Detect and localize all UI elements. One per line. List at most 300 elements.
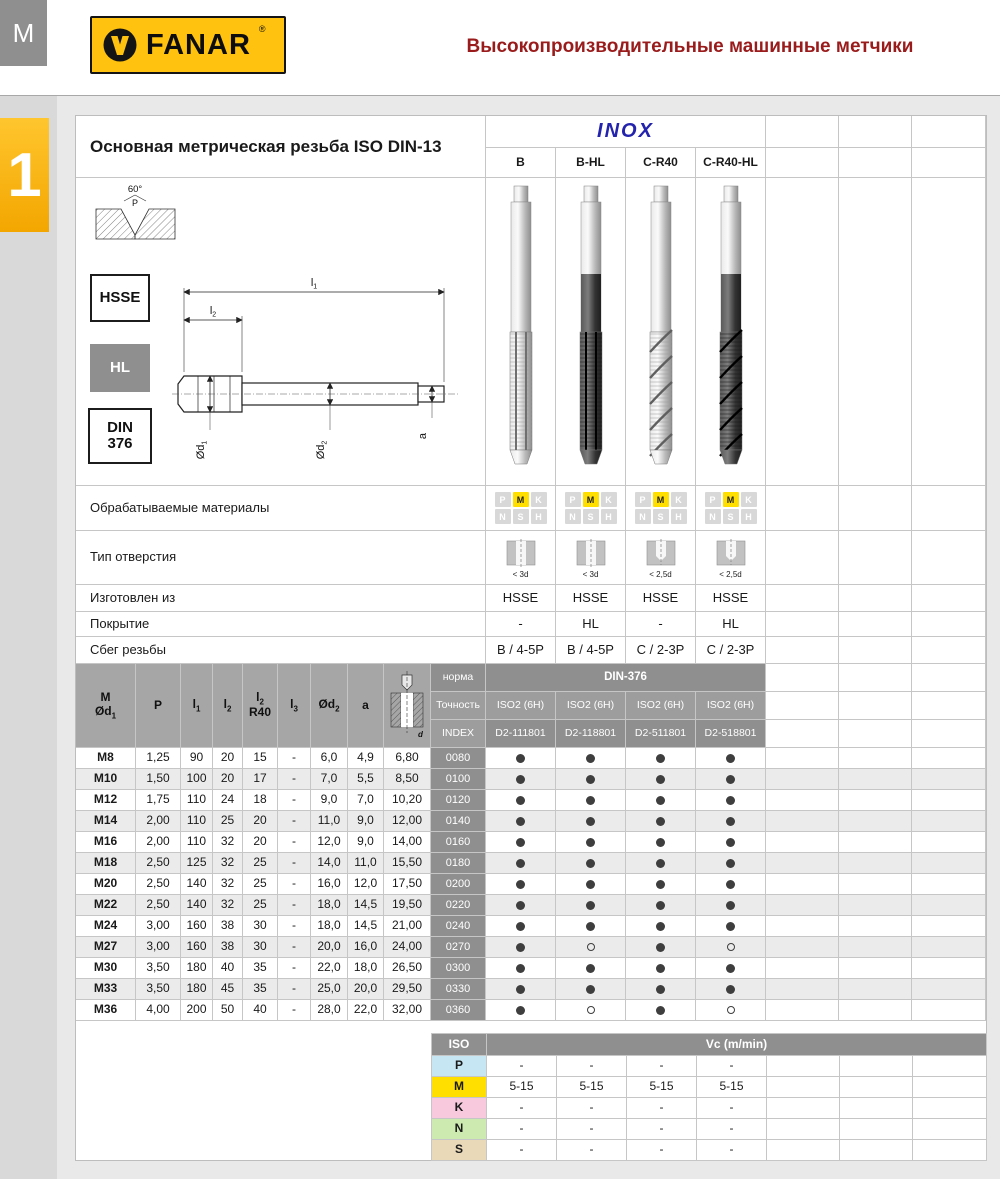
iso-group-K: K	[432, 1098, 487, 1119]
available-dot	[586, 817, 595, 826]
empty-cell	[840, 1056, 913, 1077]
vc-value: -	[487, 1140, 557, 1161]
value-cell: 160	[181, 916, 213, 937]
material-H: H	[531, 509, 547, 524]
availability-cell	[626, 916, 696, 937]
available-dot	[726, 901, 735, 910]
vc-value: 5-15	[697, 1077, 767, 1098]
available-dot	[656, 859, 665, 868]
registered-trademark: ®	[258, 24, 266, 34]
svg-text:60°: 60°	[127, 184, 143, 195]
available-dot	[586, 880, 595, 889]
available-dot	[586, 964, 595, 973]
availability-cell	[556, 874, 626, 895]
availability-cell	[696, 937, 766, 958]
available-dot	[726, 859, 735, 868]
value-cell: 160	[181, 937, 213, 958]
value-cell: 14,0	[311, 853, 348, 874]
availability-cell	[696, 769, 766, 790]
svg-text:Ød2: $Ød_2$	[315, 440, 329, 460]
index-cell: 0080	[431, 748, 486, 769]
available-dot	[586, 922, 595, 931]
empty-cell	[913, 1140, 987, 1161]
empty-cell	[840, 1077, 913, 1098]
materials-grid-cell	[696, 486, 766, 531]
value-cell: 15,50	[384, 853, 431, 874]
on-request-ring	[587, 1006, 595, 1014]
precision-label: Точность	[431, 692, 486, 720]
empty-cell	[913, 1119, 987, 1140]
empty-cell	[839, 916, 912, 937]
left-margin-strip	[0, 96, 57, 1179]
availability-cell	[556, 790, 626, 811]
spec-row-made	[76, 585, 986, 612]
size-cell: M27	[76, 937, 136, 958]
precision-value: ISO2 (6H)	[626, 692, 696, 720]
value-cell: -	[278, 748, 311, 769]
empty-cell	[766, 612, 839, 637]
value-cell: 100	[181, 769, 213, 790]
spec-row-materials	[76, 486, 986, 531]
value-cell: -	[278, 811, 311, 832]
value-cell: 30	[243, 916, 278, 937]
value-cell: 2,50	[136, 895, 181, 916]
value-cell: 11,0	[311, 811, 348, 832]
product-column-header-C-R40-HL: C-R40-HL	[696, 148, 766, 178]
empty-cell	[913, 1077, 987, 1098]
available-dot	[726, 754, 735, 763]
empty-cell	[766, 937, 839, 958]
empty-cell	[766, 692, 839, 720]
empty-cell	[912, 531, 986, 585]
availability-cell	[556, 958, 626, 979]
availability-cell	[696, 748, 766, 769]
value-cell: 200	[181, 1000, 213, 1021]
value-cell: -	[278, 769, 311, 790]
value-cell: 6,0	[311, 748, 348, 769]
empty-cell	[839, 720, 912, 748]
value-cell: 20	[243, 811, 278, 832]
value-cell: 140	[181, 874, 213, 895]
vc-value: -	[697, 1140, 767, 1161]
availability-cell	[626, 790, 696, 811]
material-group-grid	[565, 492, 617, 524]
value-cell: 20	[243, 832, 278, 853]
size-cell: M14	[76, 811, 136, 832]
availability-cell	[696, 958, 766, 979]
available-dot	[586, 754, 595, 763]
empty-cell	[766, 178, 839, 486]
col-header-7: a	[348, 664, 384, 748]
vc-value: -	[557, 1056, 627, 1077]
vc-value: -	[487, 1119, 557, 1140]
vc-value: -	[697, 1098, 767, 1119]
spec-value: HSSE	[556, 585, 626, 612]
availability-cell	[626, 874, 696, 895]
empty-cell	[912, 853, 986, 874]
index-cell: 0160	[431, 832, 486, 853]
svg-text:Ød1: $Ød_1$	[195, 440, 209, 460]
brand-logo	[90, 16, 286, 74]
empty-cell	[839, 692, 912, 720]
value-cell: 22,0	[311, 958, 348, 979]
product-column-header-B-HL: B-HL	[556, 148, 626, 178]
vc-value: -	[557, 1098, 627, 1119]
value-cell: 21,00	[384, 916, 431, 937]
availability-cell	[486, 979, 556, 1000]
value-cell: 24,00	[384, 937, 431, 958]
value-cell: 90	[181, 748, 213, 769]
empty-cell	[767, 1098, 840, 1119]
material-N: N	[705, 509, 721, 524]
value-cell: 32	[213, 853, 243, 874]
value-cell: 16,0	[348, 937, 384, 958]
availability-cell	[696, 979, 766, 1000]
hl-badge: HL	[90, 344, 150, 392]
empty-cell	[912, 585, 986, 612]
size-cell: M33	[76, 979, 136, 1000]
empty-cell	[767, 1119, 840, 1140]
spec-row-chamfer	[76, 637, 986, 664]
availability-cell	[696, 895, 766, 916]
availability-cell	[696, 916, 766, 937]
size-cell: M16	[76, 832, 136, 853]
availability-cell	[556, 1000, 626, 1021]
iso-group-M: M	[432, 1077, 487, 1098]
index-cell: 0360	[431, 1000, 486, 1021]
empty-cell	[766, 585, 839, 612]
value-cell: 5,5	[348, 769, 384, 790]
empty-cell	[912, 937, 986, 958]
availability-cell	[626, 895, 696, 916]
material-S: S	[723, 509, 739, 524]
available-dot	[656, 880, 665, 889]
value-cell: -	[278, 937, 311, 958]
value-cell: -	[278, 979, 311, 1000]
empty-cell	[912, 664, 986, 692]
available-dot	[516, 922, 525, 931]
material-H: H	[601, 509, 617, 524]
material-K: K	[741, 492, 757, 507]
available-dot	[516, 775, 525, 784]
empty-cell	[839, 895, 912, 916]
vc-value: 5-15	[487, 1077, 557, 1098]
value-cell: 180	[181, 958, 213, 979]
spec-value: HL	[556, 612, 626, 637]
empty-cell	[839, 116, 912, 148]
value-cell: 32	[213, 895, 243, 916]
availability-cell	[486, 958, 556, 979]
section-heading: Основная метрическая резьба ISO DIN-13	[76, 116, 486, 178]
cutting-speed-table	[431, 1033, 987, 1161]
series-label: INOX	[486, 116, 766, 148]
value-cell: 12,0	[348, 874, 384, 895]
index-cell: 0180	[431, 853, 486, 874]
col-header-2: $l_1$	[181, 664, 213, 748]
iso-group-N: N	[432, 1119, 487, 1140]
value-cell: 7,0	[311, 769, 348, 790]
empty-cell	[912, 637, 986, 664]
available-dot	[726, 964, 735, 973]
empty-cell	[912, 612, 986, 637]
empty-cell	[766, 531, 839, 585]
available-dot	[516, 817, 525, 826]
empty-cell	[839, 874, 912, 895]
empty-cell	[839, 531, 912, 585]
material-S: S	[653, 509, 669, 524]
value-cell: -	[278, 895, 311, 916]
index-cell: 0240	[431, 916, 486, 937]
product-image-band	[76, 178, 986, 486]
empty-cell	[766, 874, 839, 895]
precision-value: ISO2 (6H)	[556, 692, 626, 720]
value-cell: 2,50	[136, 874, 181, 895]
material-K: K	[531, 492, 547, 507]
empty-cell	[912, 486, 986, 531]
hole-depth-caption: < 2,5d	[649, 570, 672, 579]
availability-cell	[486, 895, 556, 916]
empty-cell	[839, 612, 912, 637]
value-cell: 38	[213, 937, 243, 958]
value-cell: 35	[243, 958, 278, 979]
value-cell: 3,00	[136, 937, 181, 958]
value-cell: 17	[243, 769, 278, 790]
value-cell: 26,50	[384, 958, 431, 979]
available-dot	[656, 838, 665, 847]
vc-value: -	[627, 1098, 697, 1119]
empty-cell	[766, 116, 839, 148]
spec-row-label-chamfer: Сбег резьбы	[76, 637, 486, 664]
value-cell: 25	[243, 895, 278, 916]
available-dot	[656, 796, 665, 805]
chapter-number-badge: 1	[0, 118, 49, 232]
empty-cell	[912, 874, 986, 895]
availability-cell	[486, 937, 556, 958]
value-cell: 1,25	[136, 748, 181, 769]
vc-value: 5-15	[627, 1077, 697, 1098]
empty-cell	[912, 148, 986, 178]
index-value: D2-518801	[696, 720, 766, 748]
norm-label: норма	[431, 664, 486, 692]
hole-type-icon	[626, 531, 696, 585]
empty-cell	[912, 958, 986, 979]
empty-cell	[766, 853, 839, 874]
hsse-badge: HSSE	[90, 274, 150, 322]
empty-cell	[912, 811, 986, 832]
available-dot	[586, 859, 595, 868]
empty-cell	[766, 832, 839, 853]
available-dot	[586, 985, 595, 994]
material-P: P	[635, 492, 651, 507]
available-dot	[656, 775, 665, 784]
value-cell: 6,80	[384, 748, 431, 769]
index-value: D2-118801	[556, 720, 626, 748]
value-cell: 2,50	[136, 853, 181, 874]
svg-text:a: a	[417, 432, 429, 440]
value-cell: 25	[213, 811, 243, 832]
empty-cell	[912, 116, 986, 148]
index-cell: 0270	[431, 937, 486, 958]
iso-corner-label: ISO	[432, 1034, 487, 1056]
svg-text:P: P	[131, 198, 139, 208]
index-cell: 0220	[431, 895, 486, 916]
value-cell: 20	[213, 769, 243, 790]
precision-value: ISO2 (6H)	[486, 692, 556, 720]
value-cell: -	[278, 1000, 311, 1021]
drill-hole-diagram	[384, 664, 431, 748]
availability-cell	[556, 811, 626, 832]
material-S: S	[583, 509, 599, 524]
value-cell: 22,0	[348, 1000, 384, 1021]
available-dot	[656, 1006, 665, 1015]
vc-value: -	[697, 1119, 767, 1140]
available-dot	[726, 817, 735, 826]
hole-depth-caption: < 3d	[512, 570, 529, 579]
vc-value: -	[557, 1140, 627, 1161]
col-header-5: $l_3$	[278, 664, 311, 748]
spec-value: HSSE	[626, 585, 696, 612]
availability-cell	[486, 1000, 556, 1021]
available-dot	[516, 1006, 525, 1015]
value-cell: 1,75	[136, 790, 181, 811]
svg-text:l1: $l_1$	[310, 277, 318, 291]
value-cell: 8,50	[384, 769, 431, 790]
value-cell: 18,0	[311, 916, 348, 937]
header-band	[76, 116, 986, 178]
value-cell: 180	[181, 979, 213, 1000]
index-cell: 0330	[431, 979, 486, 1000]
available-dot	[586, 838, 595, 847]
material-P: P	[495, 492, 511, 507]
availability-cell	[626, 811, 696, 832]
availability-cell	[556, 916, 626, 937]
din-376-badge: DIN 376	[88, 408, 152, 464]
empty-cell	[840, 1098, 913, 1119]
available-dot	[726, 985, 735, 994]
tap-image-C-R40-HL	[696, 178, 766, 486]
svg-text:d: d	[418, 729, 423, 739]
material-S: S	[513, 509, 529, 524]
value-cell: 12,0	[311, 832, 348, 853]
empty-cell	[839, 979, 912, 1000]
empty-cell	[912, 692, 986, 720]
material-group-grid	[635, 492, 687, 524]
value-cell: 9,0	[348, 832, 384, 853]
material-P: P	[705, 492, 721, 507]
empty-cell	[913, 1056, 987, 1077]
index-cell: 0140	[431, 811, 486, 832]
value-cell: 38	[213, 916, 243, 937]
availability-cell	[626, 748, 696, 769]
available-dot	[586, 796, 595, 805]
availability-cell	[486, 748, 556, 769]
vc-value: -	[557, 1119, 627, 1140]
value-cell: 35	[243, 979, 278, 1000]
availability-cell	[696, 832, 766, 853]
materials-grid-cell	[486, 486, 556, 531]
empty-cell	[839, 937, 912, 958]
availability-cell	[626, 937, 696, 958]
available-dot	[656, 964, 665, 973]
index-cell: 0120	[431, 790, 486, 811]
empty-cell	[766, 895, 839, 916]
empty-cell	[912, 790, 986, 811]
empty-cell	[912, 748, 986, 769]
spec-value: -	[486, 612, 556, 637]
availability-cell	[626, 853, 696, 874]
empty-cell	[839, 811, 912, 832]
tap-image-B-HL	[556, 178, 626, 486]
top-header	[0, 0, 1000, 96]
empty-cell	[839, 832, 912, 853]
empty-cell	[839, 585, 912, 612]
available-dot	[516, 754, 525, 763]
vc-value: -	[487, 1056, 557, 1077]
available-dot	[516, 838, 525, 847]
value-cell: -	[278, 916, 311, 937]
value-cell: 25,0	[311, 979, 348, 1000]
availability-cell	[696, 811, 766, 832]
empty-cell	[766, 664, 839, 692]
empty-cell	[912, 178, 986, 486]
availability-cell	[556, 895, 626, 916]
value-cell: -	[278, 832, 311, 853]
vc-value: -	[697, 1056, 767, 1077]
value-cell: 7,0	[348, 790, 384, 811]
availability-cell	[486, 769, 556, 790]
value-cell: 14,5	[348, 895, 384, 916]
value-cell: -	[278, 853, 311, 874]
available-dot	[586, 901, 595, 910]
spec-row-label-made: Изготовлен из	[76, 585, 486, 612]
product-column-header-C-R40: C-R40	[626, 148, 696, 178]
empty-cell	[840, 1119, 913, 1140]
thread-profile-diagram	[88, 183, 183, 248]
size-cell: M12	[76, 790, 136, 811]
value-cell: 1,50	[136, 769, 181, 790]
vc-value: -	[487, 1098, 557, 1119]
value-cell: 28,0	[311, 1000, 348, 1021]
value-cell: 3,50	[136, 958, 181, 979]
material-M: M	[583, 492, 599, 507]
value-cell: 140	[181, 895, 213, 916]
empty-cell	[839, 769, 912, 790]
availability-cell	[626, 769, 696, 790]
value-cell: 50	[213, 1000, 243, 1021]
available-dot	[656, 817, 665, 826]
availability-cell	[556, 769, 626, 790]
empty-cell	[766, 148, 839, 178]
empty-cell	[839, 178, 912, 486]
spec-row-label-hole: Тип отверстия	[76, 531, 486, 585]
svg-text:l2: $l_2$	[209, 305, 217, 319]
availability-cell	[696, 790, 766, 811]
value-cell: 14,00	[384, 832, 431, 853]
available-dot	[656, 985, 665, 994]
empty-cell	[839, 1000, 912, 1021]
empty-cell	[912, 769, 986, 790]
size-cell: M18	[76, 853, 136, 874]
availability-cell	[556, 832, 626, 853]
vc-value: -	[627, 1056, 697, 1077]
col-header-4: $l_2$ R40	[243, 664, 278, 748]
tap-image-B	[486, 178, 556, 486]
material-H: H	[741, 509, 757, 524]
value-cell: 125	[181, 853, 213, 874]
vc-value: 5-15	[557, 1077, 627, 1098]
material-N: N	[635, 509, 651, 524]
empty-cell	[839, 958, 912, 979]
